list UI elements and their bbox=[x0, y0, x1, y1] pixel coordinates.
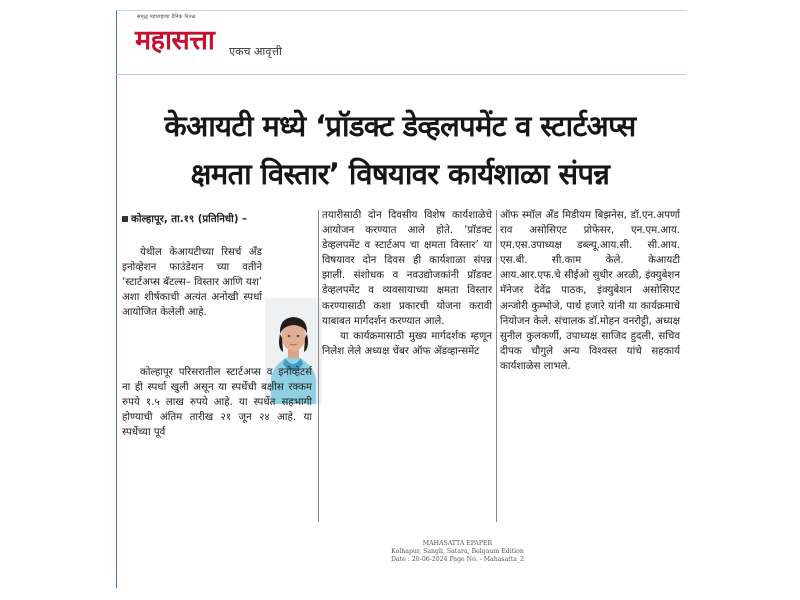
article-column-2 bbox=[322, 208, 492, 359]
footer-editions: Kolhapur, Sangli, Satara, Belgaum Edition bbox=[391, 548, 524, 556]
article-paragraph: ऑफ स्मॉल अँड मिडीयम बिझनेस, डॉ.एन.अपर्णा राव असोसिएट प्रोफेसर, एन.एम.आय. एम.एस.उपाध्यक्ष डब्ल्यू.आय.सी. सी.आय. एस.बी. सी.काम केले. केआयटी आय.आर.एफ.चे सीईओ सुधीर अरळी, इंक्युबेशन मॅनेजर देवेंद्र पाठक, इंक्युबेशन असोसिएट अन्जोरी कुम्भोजे, पार्थ हजारे यांनी या कार्यक्रमाचे नियोजन केले. संचालक डॉ.मोहन वनरोट्टी, अध्यक्ष सुनील कुलकर्णी, उपाध्यक्ष साजिद हुदली, सचिव दीपक चौगुले अन्य विश्वस्त यांचे सहकार्य कार्यशाळेस लाभले. bbox=[500, 210, 680, 372]
article-paragraph: येथील केआयटीच्या रिसर्च अँड इनोव्हेशन फाउंडेशन च्या वतीने ‘स्टार्टअप्स बॅटल्स– विस्तार आणि यश’ अशा शीर्षकाची अत्यंत अनोखी स्पर्धा आयोजित केलेली आहे. bbox=[122, 247, 262, 319]
article-paragraph: या कार्यक्रमासाठी मुख्य मार्गदर्शक म्हणून निलेश लेले अध्यक्ष चेंबर ऑफ ॲडव्हान्समेंट bbox=[322, 330, 492, 357]
column-divider bbox=[496, 210, 497, 522]
article-column-1-bottom bbox=[122, 365, 312, 440]
headline-line-2: क्षमता विस्तार’ विषयावर कार्यशाळा संपन्न bbox=[190, 157, 610, 191]
masthead-tagline: समृद्ध महाराष्ट्राचा दैनिक नितळ bbox=[137, 14, 196, 20]
masthead-divider bbox=[116, 74, 686, 75]
bullet-square-icon bbox=[122, 216, 128, 222]
footer-date-page: Date : 20-06-2024 Page No. - Mahasatta_2 bbox=[391, 556, 524, 564]
footer-publication: MAHASATTA EPAPER bbox=[422, 540, 493, 547]
article-paragraph: कोल्हापूर परिसरातील स्टार्टअप्स व इनोव्हेटर्स ना ही स्पर्धा खुली असून या स्पर्धेची बक्षीस रक्कम रुपये १.५ लाख रुपये आहे. या स्पर्धेत सहभागी होण्याची अंतिम तारीख २१ जून २४ आहे. या स्पर्धेच्या पूर्व bbox=[122, 367, 312, 439]
article-paragraph: तयारीसाठी दोन दिवसीय विशेष कार्यशाळेचे आयोजन करण्यात आले होते. ‘प्रॉडक्ट डेव्हलपमेंट व स्टार्टअप चा क्षमता विस्तार’ या विषयावर दोन दिवस ही कार्यशाळा संपन्न झाली. संशोधक व नवउद्योजकांनी प्रॉडक्ट डेव्हलपमेंट व व्यवसायाच्या क्षमता विस्तार करण्यासाठी कशा प्रकारची योजना करावी याबाबत मार्गदर्शन करण्यात आले. bbox=[322, 210, 492, 327]
headline-line-1: केआयटी मध्ये ‘प्रॉडक्ट डेव्हलपमेंट व स्टार्टअप्स bbox=[164, 109, 636, 143]
article-headline bbox=[120, 108, 680, 194]
article-dateline: कोल्हापूर, ता.१९ (प्रतिनिधी) – bbox=[122, 212, 318, 227]
edition-label: एकच आवृत्ती bbox=[229, 45, 282, 58]
column-divider bbox=[318, 210, 319, 522]
article-column-1-top bbox=[122, 245, 262, 320]
article-column-3 bbox=[500, 208, 680, 374]
newspaper-logo: महासत्ता bbox=[135, 25, 215, 56]
masthead bbox=[135, 14, 555, 64]
epaper-footer bbox=[370, 540, 545, 565]
